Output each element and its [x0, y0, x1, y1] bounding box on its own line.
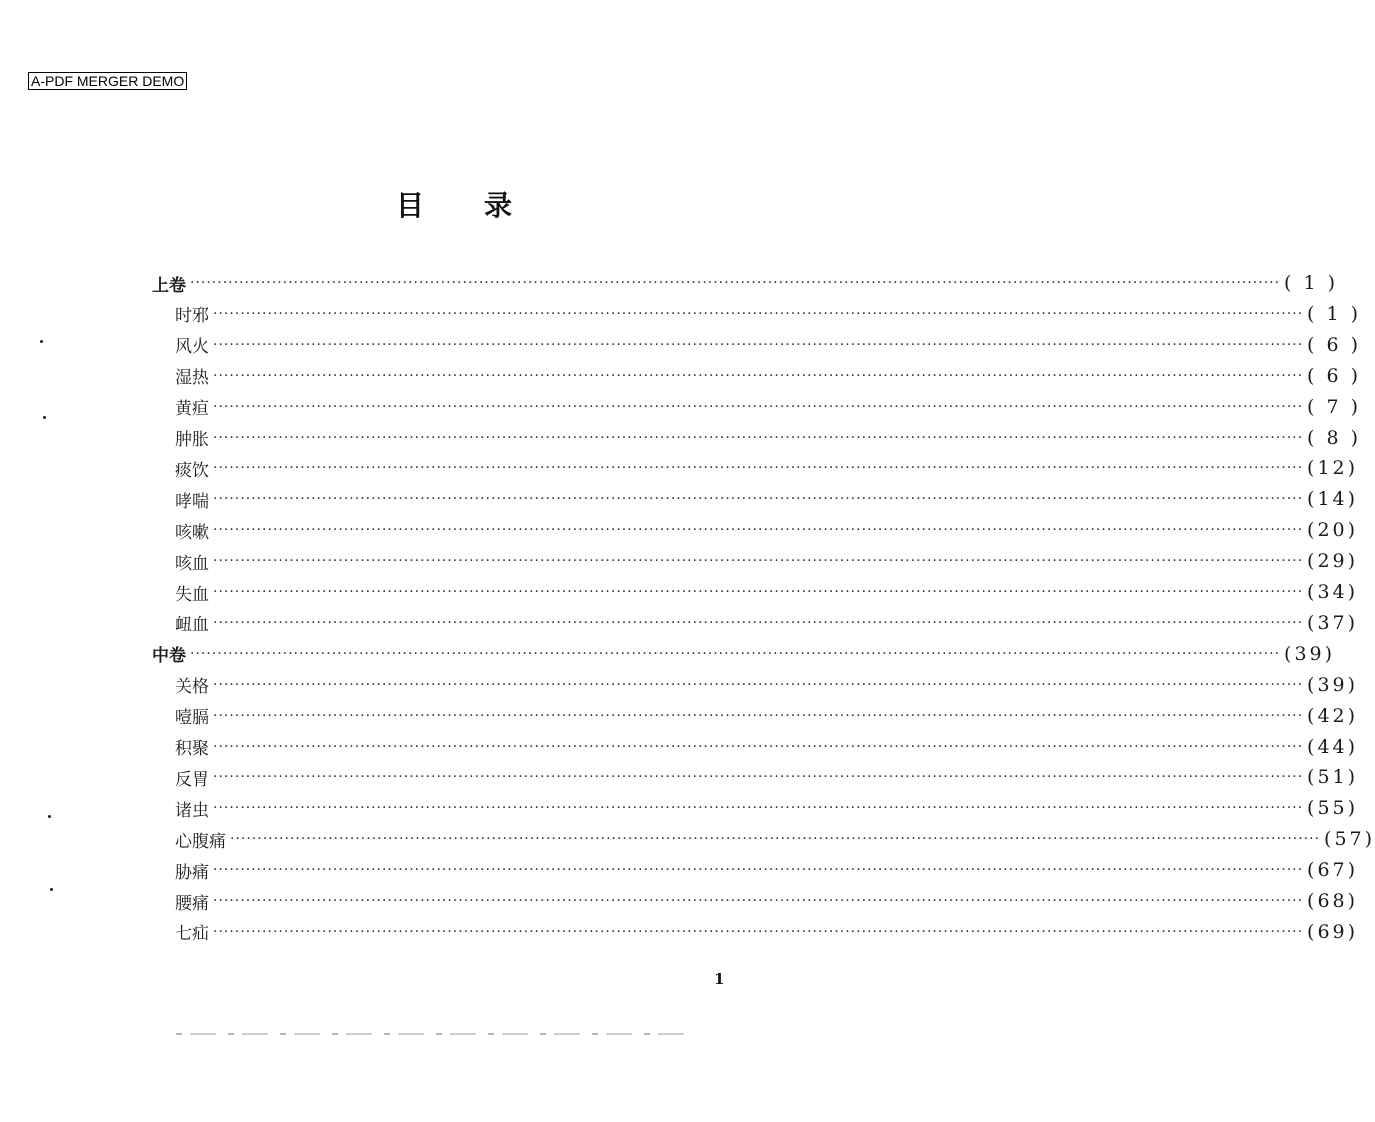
toc-entry-title: 噎膈 [175, 708, 209, 729]
toc-entry [175, 330, 1362, 360]
scan-speck [48, 815, 51, 818]
toc-leader-dots: ········································································································································································································ [213, 522, 1304, 539]
toc-entry-title: 中卷 [152, 646, 186, 667]
toc-entry-title: 诸虫 [175, 800, 209, 821]
toc-entry-page: (39) [1284, 642, 1336, 665]
toc-entry-page: ( 1 ) [1284, 272, 1339, 294]
toc-entry-title: 积聚 [175, 739, 209, 759]
toc-leader-dots: ········································································································································································································ [213, 367, 1304, 384]
toc-leader-dots: ········································································································································································································ [213, 491, 1304, 508]
toc-entry [175, 670, 1359, 700]
page-title [396, 184, 512, 224]
toc-entry [175, 484, 1359, 514]
toc-entry-page: (69) [1307, 920, 1359, 943]
toc-leader-dots: ········································································································································································································ [213, 336, 1304, 353]
toc-entry-page: ( 7 ) [1307, 395, 1362, 418]
toc-entry-page: ( 8 ) [1307, 426, 1362, 449]
toc-entry-title: 反胃 [175, 769, 209, 790]
toc-entry [175, 423, 1362, 453]
toc-entry [175, 453, 1359, 483]
toc-leader-dots: ········································································································································································································ [213, 429, 1304, 446]
toc-leader-dots: ········································································································································································································ [213, 305, 1304, 322]
toc-leader-dots: ········································································································································································································ [213, 862, 1304, 879]
toc-entry-page: (37) [1307, 611, 1359, 634]
toc-leader-dots: ········································································································································································································ [190, 275, 1281, 291]
toc-entry [175, 299, 1362, 329]
toc-entry-title: 风火 [175, 337, 209, 358]
toc-leader-dots: ········································································································································································································ [213, 460, 1304, 477]
toc-entry-title: 失血 [175, 584, 209, 605]
toc-entry-title: 上卷 [152, 275, 186, 296]
toc-entry-page: (14) [1307, 488, 1359, 511]
toc-entry-page: ( 6 ) [1307, 364, 1362, 387]
toc-entry-page: (68) [1307, 890, 1359, 912]
toc-entry-page: (57) [1324, 828, 1375, 851]
toc-entry-page: (42) [1307, 704, 1359, 727]
toc-entry [175, 886, 1359, 916]
toc-entry-page: ( 1 ) [1307, 302, 1362, 325]
toc-entry-title: 心腹痛 [175, 831, 226, 852]
toc-leader-dots: ········································································································································································································ [213, 769, 1304, 786]
toc-entry-page: (29) [1307, 550, 1359, 573]
scan-speck [50, 888, 53, 891]
toc-entry [175, 732, 1359, 762]
toc-leader-dots: ········································································································································································································ [213, 738, 1304, 755]
toc-entry-page: (34) [1307, 581, 1359, 603]
toc-entry-title: 七疝 [175, 924, 209, 945]
watermark: A-PDF MERGER DEMO [28, 72, 187, 90]
toc-entry-title: 关格 [175, 677, 209, 698]
toc-leader-dots: ········································································································································································································ [213, 676, 1304, 693]
toc-entry-title: 湿热 [175, 368, 209, 389]
toc-entry [175, 824, 1375, 854]
toc-leader-dots: ········································································································································································································ [230, 831, 1321, 848]
toc-entry-page: (67) [1307, 859, 1359, 882]
toc-entry [175, 515, 1359, 545]
toc-entry [175, 392, 1362, 422]
toc-entry-title: 肿胀 [175, 430, 209, 450]
toc-leader-dots: ········································································································································································································ [213, 923, 1304, 940]
toc-entry-title: 咳嗽 [175, 522, 209, 543]
toc-entry [175, 917, 1359, 947]
toc-leader-dots: ········································································································································································································ [213, 584, 1304, 600]
toc-entry-title: 哮喘 [175, 491, 209, 512]
toc-entry [175, 855, 1359, 885]
toc-entry-title: 衄血 [175, 615, 209, 636]
toc-entry [175, 361, 1362, 391]
toc-entry-page: (39) [1307, 673, 1359, 696]
toc-entry-page: ( 6 ) [1307, 333, 1362, 356]
toc-entry-title: 胁痛 [175, 862, 209, 883]
scan-speck [43, 416, 46, 419]
toc-entry [175, 701, 1359, 731]
scan-artifact-line [176, 1033, 694, 1035]
scan-speck [40, 340, 43, 343]
toc-section-heading [152, 639, 1336, 669]
toc-entry [175, 793, 1359, 823]
toc-leader-dots: ········································································································································································································ [213, 707, 1304, 724]
toc-entry [175, 546, 1359, 576]
toc-leader-dots: ········································································································································································································ [213, 800, 1304, 817]
title-char-2: 录 [484, 189, 513, 222]
toc-leader-dots: ········································································································································································································ [213, 893, 1304, 909]
toc-leader-dots: ········································································································································································································ [213, 553, 1304, 570]
toc-leader-dots: ········································································································································································································ [213, 398, 1304, 415]
toc-entry-page: (55) [1307, 797, 1359, 820]
toc-entry [175, 608, 1359, 638]
toc-entry-title: 黄疸 [175, 399, 209, 420]
toc-entry [175, 762, 1359, 792]
title-char-1: 目 [396, 189, 425, 222]
toc-section-heading [152, 268, 1339, 298]
toc-entry-page: (20) [1307, 519, 1359, 542]
toc-leader-dots: ········································································································································································································ [190, 645, 1281, 662]
toc-entry-page: (12) [1307, 457, 1359, 480]
toc-entry-page: (51) [1307, 766, 1359, 789]
toc-leader-dots: ········································································································································································································ [213, 614, 1304, 631]
toc-entry-title: 痰饮 [175, 460, 209, 481]
toc-entry-title: 咳血 [175, 553, 209, 574]
toc-entry [175, 577, 1359, 607]
toc-entry-title: 腰痛 [175, 893, 209, 914]
toc-entry-page: (44) [1307, 735, 1359, 758]
page-number: 1 [714, 970, 725, 988]
toc-entry-title: 时邪 [175, 306, 209, 327]
